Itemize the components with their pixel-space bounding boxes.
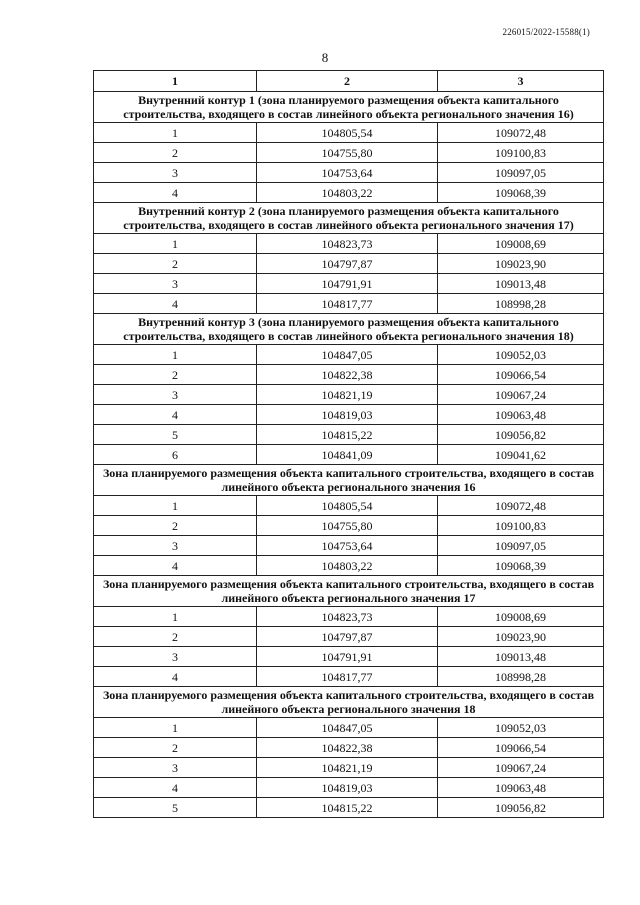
point-number-cell: 4 <box>94 778 257 798</box>
x-coordinate-cell: 104819,03 <box>257 778 438 798</box>
table-row <box>94 627 604 647</box>
y-coordinate-cell: 109066,54 <box>438 365 604 385</box>
section-title-row <box>94 687 604 718</box>
y-coordinate-cell: 109100,83 <box>438 143 604 163</box>
y-coordinate-cell: 108998,28 <box>438 294 604 314</box>
point-number-cell: 1 <box>94 234 257 254</box>
x-coordinate-cell: 104847,05 <box>257 718 438 738</box>
y-coordinate-cell: 109097,05 <box>438 536 604 556</box>
point-number-cell: 1 <box>94 345 257 365</box>
point-number-cell: 1 <box>94 123 257 143</box>
table-body <box>94 92 604 818</box>
x-coordinate-cell: 104755,80 <box>257 516 438 536</box>
table-row <box>94 365 604 385</box>
y-coordinate-cell: 109072,48 <box>438 123 604 143</box>
table-row <box>94 798 604 818</box>
table-row <box>94 405 604 425</box>
section-title: Зона планируемого размещения объекта капитального строительства, входящего в состав линейного объекта регионального значения 16 <box>94 465 604 496</box>
table-row <box>94 758 604 778</box>
point-number-cell: 1 <box>94 496 257 516</box>
table-header-row <box>94 71 604 92</box>
x-coordinate-cell: 104823,73 <box>257 234 438 254</box>
y-coordinate-cell: 109063,48 <box>438 778 604 798</box>
section-title: Внутренний контур 3 (зона планируемого размещения объекта капитального строительства, входящего в состав линейного объекта регионального значения 18) <box>94 314 604 345</box>
point-number-cell: 4 <box>94 405 257 425</box>
y-coordinate-cell: 109067,24 <box>438 758 604 778</box>
table-row <box>94 496 604 516</box>
y-coordinate-cell: 109052,03 <box>438 345 604 365</box>
table-row <box>94 647 604 667</box>
point-number-cell: 4 <box>94 667 257 687</box>
x-coordinate-cell: 104841,09 <box>257 445 438 465</box>
point-number-cell: 5 <box>94 798 257 818</box>
table-row <box>94 738 604 758</box>
point-number-cell: 1 <box>94 718 257 738</box>
y-coordinate-cell: 109097,05 <box>438 163 604 183</box>
table-row <box>94 123 604 143</box>
x-coordinate-cell: 104815,22 <box>257 425 438 445</box>
table-row <box>94 234 604 254</box>
x-coordinate-cell: 104753,64 <box>257 163 438 183</box>
point-number-cell: 3 <box>94 536 257 556</box>
point-number-cell: 2 <box>94 627 257 647</box>
section-title: Внутренний контур 2 (зона планируемого размещения объекта капитального строительства, входящего в состав линейного объекта регионального значения 17) <box>94 203 604 234</box>
y-coordinate-cell: 109041,62 <box>438 445 604 465</box>
point-number-cell: 2 <box>94 365 257 385</box>
y-coordinate-cell: 109056,82 <box>438 798 604 818</box>
table-row <box>94 536 604 556</box>
x-coordinate-cell: 104791,91 <box>257 274 438 294</box>
point-number-cell: 4 <box>94 556 257 576</box>
point-number-cell: 1 <box>94 607 257 627</box>
section-title: Зона планируемого размещения объекта капитального строительства, входящего в состав линейного объекта регионального значения 18 <box>94 687 604 718</box>
y-coordinate-cell: 109013,48 <box>438 647 604 667</box>
table-row <box>94 778 604 798</box>
point-number-cell: 4 <box>94 183 257 203</box>
y-coordinate-cell: 109066,54 <box>438 738 604 758</box>
table-row <box>94 516 604 536</box>
point-number-cell: 3 <box>94 647 257 667</box>
x-coordinate-cell: 104797,87 <box>257 627 438 647</box>
y-coordinate-cell: 109052,03 <box>438 718 604 738</box>
point-number-cell: 6 <box>94 445 257 465</box>
x-coordinate-cell: 104815,22 <box>257 798 438 818</box>
page-number: 8 <box>321 50 329 65</box>
x-coordinate-cell: 104805,54 <box>257 496 438 516</box>
table-row <box>94 385 604 405</box>
table-row <box>94 294 604 314</box>
table-row <box>94 274 604 294</box>
x-coordinate-cell: 104819,03 <box>257 405 438 425</box>
x-coordinate-cell: 104817,77 <box>257 667 438 687</box>
point-number-cell: 3 <box>94 274 257 294</box>
y-coordinate-cell: 109067,24 <box>438 385 604 405</box>
y-coordinate-cell: 109068,39 <box>438 556 604 576</box>
y-coordinate-cell: 109013,48 <box>438 274 604 294</box>
point-number-cell: 2 <box>94 738 257 758</box>
point-number-cell: 2 <box>94 143 257 163</box>
y-coordinate-cell: 109023,90 <box>438 254 604 274</box>
section-title-row <box>94 92 604 123</box>
x-coordinate-cell: 104791,91 <box>257 647 438 667</box>
table-row <box>94 345 604 365</box>
column-header-1: 1 <box>94 71 257 92</box>
x-coordinate-cell: 104817,77 <box>257 294 438 314</box>
point-number-cell: 2 <box>94 516 257 536</box>
table-row <box>94 445 604 465</box>
x-coordinate-cell: 104803,22 <box>257 183 438 203</box>
point-number-cell: 2 <box>94 254 257 274</box>
x-coordinate-cell: 104823,73 <box>257 607 438 627</box>
point-number-cell: 3 <box>94 758 257 778</box>
section-title-row <box>94 203 604 234</box>
y-coordinate-cell: 109023,90 <box>438 627 604 647</box>
document-number: 226015/2022-15588(1) <box>502 27 590 37</box>
y-coordinate-cell: 109100,83 <box>438 516 604 536</box>
section-title-row <box>94 465 604 496</box>
table-row <box>94 556 604 576</box>
x-coordinate-cell: 104822,38 <box>257 738 438 758</box>
table-row <box>94 254 604 274</box>
y-coordinate-cell: 109008,69 <box>438 607 604 627</box>
table-row <box>94 667 604 687</box>
y-coordinate-cell: 109072,48 <box>438 496 604 516</box>
x-coordinate-cell: 104847,05 <box>257 345 438 365</box>
table-row <box>94 718 604 738</box>
point-number-cell: 4 <box>94 294 257 314</box>
y-coordinate-cell: 108998,28 <box>438 667 604 687</box>
x-coordinate-cell: 104803,22 <box>257 556 438 576</box>
x-coordinate-cell: 104753,64 <box>257 536 438 556</box>
section-title: Зона планируемого размещения объекта капитального строительства, входящего в состав линейного объекта регионального значения 17 <box>94 576 604 607</box>
x-coordinate-cell: 104805,54 <box>257 123 438 143</box>
x-coordinate-cell: 104821,19 <box>257 385 438 405</box>
y-coordinate-cell: 109008,69 <box>438 234 604 254</box>
x-coordinate-cell: 104822,38 <box>257 365 438 385</box>
column-header-3: 3 <box>438 71 604 92</box>
x-coordinate-cell: 104755,80 <box>257 143 438 163</box>
point-number-cell: 3 <box>94 163 257 183</box>
table-row <box>94 143 604 163</box>
y-coordinate-cell: 109063,48 <box>438 405 604 425</box>
table-row <box>94 163 604 183</box>
point-number-cell: 3 <box>94 385 257 405</box>
table-row <box>94 183 604 203</box>
column-header-2: 2 <box>257 71 438 92</box>
table-row <box>94 607 604 627</box>
x-coordinate-cell: 104821,19 <box>257 758 438 778</box>
point-number-cell: 5 <box>94 425 257 445</box>
section-title-row <box>94 314 604 345</box>
section-title: Внутренний контур 1 (зона планируемого размещения объекта капитального строительства, входящего в состав линейного объекта регионального значения 16) <box>94 92 604 123</box>
coordinates-table <box>93 70 604 818</box>
x-coordinate-cell: 104797,87 <box>257 254 438 274</box>
table-row <box>94 425 604 445</box>
y-coordinate-cell: 109068,39 <box>438 183 604 203</box>
section-title-row <box>94 576 604 607</box>
y-coordinate-cell: 109056,82 <box>438 425 604 445</box>
